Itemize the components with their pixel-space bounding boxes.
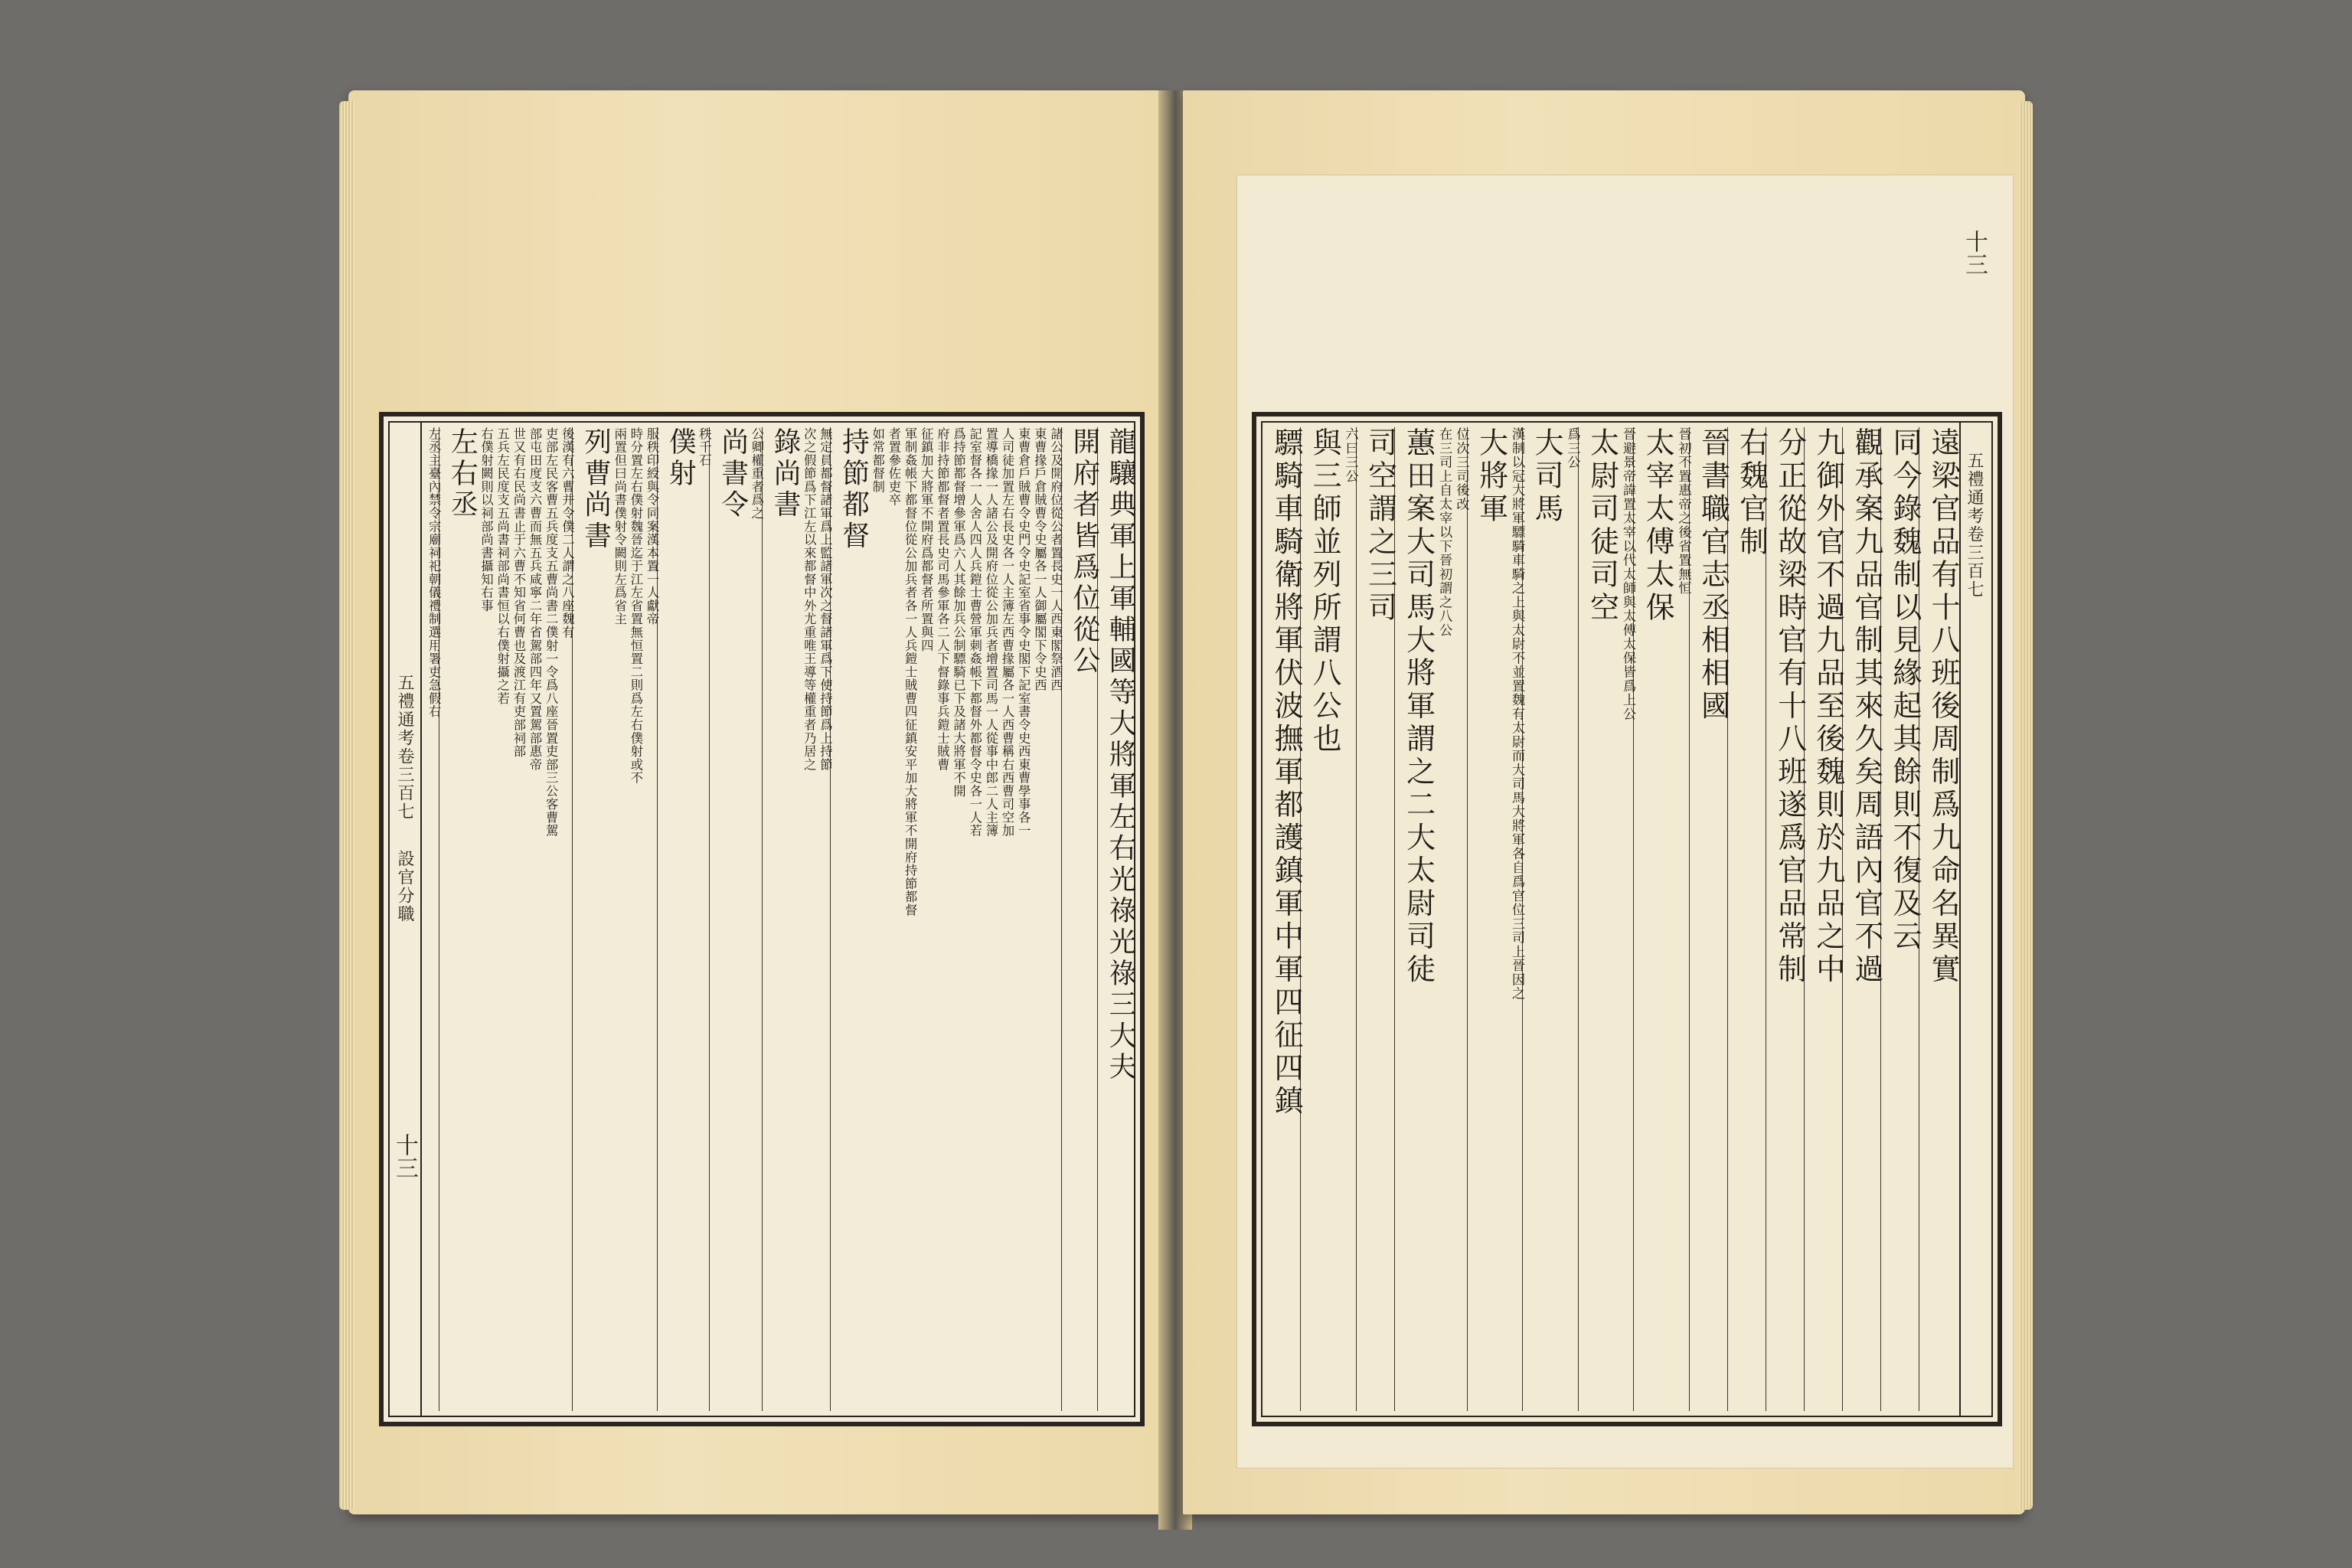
left_page-column-20: 秩千石 — [697, 427, 712, 467]
left_page-column-32: 左右丞 — [446, 427, 479, 521]
left_page-column-16: 次之假節爲下江左以來都督中外尤重唯王導等權重者乃居之 — [802, 427, 817, 772]
right-folio: 十三 — [1961, 230, 1988, 276]
right_page-column-5: 右魏官制 — [1734, 427, 1769, 559]
left_page-column-17: 錄尚書 — [769, 427, 802, 521]
left_page-column-6: 置導橋掾一人諸公及開府位從公加兵者增置司馬一人從事中郎二人主簿 — [983, 427, 998, 838]
right_page-column-6: 晉書職官志丞相相國 — [1696, 427, 1730, 724]
left_page-column-9: 府非持節都督者置長史司馬參軍各二人下督錄事兵鎧士賊曹 — [935, 427, 950, 772]
right_page-column-1: 同今錄魏制以見緣起其餘則不復及云 — [1887, 427, 1922, 954]
left_page-column-33: 左丞主臺內禁令宗廟祠祀朝儀禮制選用署吏急假右 — [426, 427, 442, 719]
left_page-column-22: 服秩印綬與令同案漢本置一人獻帝 — [645, 427, 660, 626]
right_page-column-2: 觀承案九品官制其來久矣周語內官不過 — [1849, 427, 1883, 987]
right-margin-title: 五禮通考卷三百七 — [1965, 452, 1984, 599]
right_page-column-16: 在三司上自太宰以下晉初謂之八公 — [1436, 427, 1452, 637]
right_page-column-21: 驃騎車騎衛將軍伏波撫軍都護鎮軍中軍四征四鎮 — [1269, 427, 1304, 1119]
left_page-column-18: 公卿權重者爲之 — [749, 427, 764, 520]
left-margin-section: 設官分職 — [395, 850, 414, 923]
right_page-column-19: 六曰三公 — [1342, 427, 1358, 484]
left-text-block — [379, 412, 1145, 1426]
right_page-column-13: 漢制以冠大將軍驃騎車騎之上與太尉不並置魏有太尉而大司馬大將軍各自爲官位三司上晉因之 — [1509, 427, 1525, 1001]
left_page-column-25: 列曹尚書 — [580, 427, 612, 553]
left_page-column-26: 後漢有六曹并令僕二人謂之八座魏有 — [560, 427, 575, 639]
left_page-column-30: 五兵左民度支五尚書祠部尚書恒以右僕射攝之若 — [495, 427, 510, 705]
left_page-column-2: 諸公及開府位從公者置長史一人西東閣祭酒西 — [1048, 427, 1063, 692]
left_page-column-23: 時分置左右僕射魏晉迄于江左省置無恒置二則爲左右僕射或不 — [628, 427, 643, 785]
right_page-column-rule — [1262, 427, 1263, 1411]
right_page-column-3: 九御外官不過九品至後魏則於九品之中 — [1811, 427, 1845, 987]
right_page-column-7: 晉初不置惠帝之後省置無恒 — [1675, 427, 1691, 596]
right_page-column-11: 爲三公 — [1564, 427, 1580, 469]
right_page-column-0: 遠梁官品有十八班後周制爲九命名異實 — [1926, 427, 1960, 987]
open-book — [348, 90, 2033, 1530]
right_page-column-10: 太尉司徒司空 — [1585, 427, 1619, 625]
left_page-column-5: 人司徒加置左右長史各一人主簿左西曹掾屬各一人西曹稱右西曹司空加 — [1000, 427, 1015, 838]
left_page-column-12: 者置參佐吏卒 — [886, 427, 901, 507]
left_page-column-29: 世又有右民尚書止于六曹不知省何曹也及渡江有吏部祠部 — [511, 427, 526, 758]
right-text-block — [1252, 230, 2002, 1426]
left_page-column-31: 右僕射闕則以祠部尚書攝知右事 — [479, 427, 494, 612]
right-page-edges — [2019, 101, 2033, 1510]
right-block-margin — [1959, 230, 1990, 1416]
right_page-column-9: 晉避景帝諱置太宰以代太師與太傅太保皆爲上公 — [1620, 427, 1636, 721]
left_page-column-27: 吏部左民客曹五兵度支五曹尚書二僕射一令爲八座晉置吏部三公客曹駕 — [544, 427, 559, 838]
right_page-column-4: 分正從故梁時官有十八班遂爲官品常制 — [1772, 427, 1807, 987]
left_page-column-14: 持節都督 — [838, 427, 870, 553]
left-block-margin — [391, 421, 422, 1416]
left_page-column-1: 開府者皆爲位從公 — [1068, 427, 1100, 678]
left_page-column-8: 爲持節都督增參軍爲六人其餘加兵公制驃騎已下及諸大將軍不開 — [951, 427, 966, 798]
left_page-column-10: 征鎮加大將軍不開府爲都督者所置與四 — [919, 427, 934, 652]
left_page-column-11: 軍制姦帳下都督位從公加兵者各一人兵鎧士賊曹四征鎮安平加大將軍不開府持節都督 — [903, 427, 918, 917]
right_page-column-14: 大將軍 — [1474, 427, 1508, 526]
right-columns — [1263, 427, 1958, 1411]
right_page-column-20: 與三師並列所謂八公也 — [1308, 427, 1342, 756]
left_page-column-19: 尚書令 — [717, 427, 749, 521]
left_page-column-24: 兩置但曰尚書僕射令闕則左爲省主 — [612, 427, 627, 626]
left_page-column-7: 記室督各一人舍人四人兵鎧士曹營軍刺姦帳下都督外都督令史各一人若 — [967, 427, 982, 838]
left_page-column-28: 部屯田度支六曹而無五兵咸寧二年省駕部四年又置駕部惠帝 — [528, 427, 543, 772]
right_page-column-17: 蕙田案大司馬大將軍謂之二大太尉司徒 — [1401, 427, 1436, 987]
right_page-column-8: 太宰太傅太保 — [1641, 427, 1675, 625]
left_page-column-3: 東曹掾戶倉賊曹令史屬各一人御屬閣下令史西 — [1032, 427, 1047, 692]
right_page-column-12: 大司馬 — [1530, 427, 1564, 526]
left-columns — [423, 427, 1134, 1411]
right_page-column-15: 位次三司後改 — [1453, 427, 1469, 511]
left-margin-title: 五禮通考卷三百七 — [395, 674, 414, 821]
left_page-column-4: 東曹倉戶賊曹令史門令史記室省事令史閣下記室書令史西東曹學事各一 — [1016, 427, 1031, 838]
left_page-column-0: 龍驤典軍上軍輔國等大將軍左右光祿光祿三大夫 — [1104, 427, 1136, 1084]
left-page-edges — [339, 101, 354, 1510]
left_page-column-13: 如常都督制 — [870, 427, 885, 494]
left_page-column-15: 無定員都督諸軍爲上監諸軍次之督諸軍爲下使持節爲上持節 — [818, 427, 833, 772]
left-folio: 十三 — [391, 1133, 418, 1179]
left_page-column-21: 僕射 — [665, 427, 697, 490]
right_page-column-18: 司空謂之三司 — [1363, 427, 1397, 625]
